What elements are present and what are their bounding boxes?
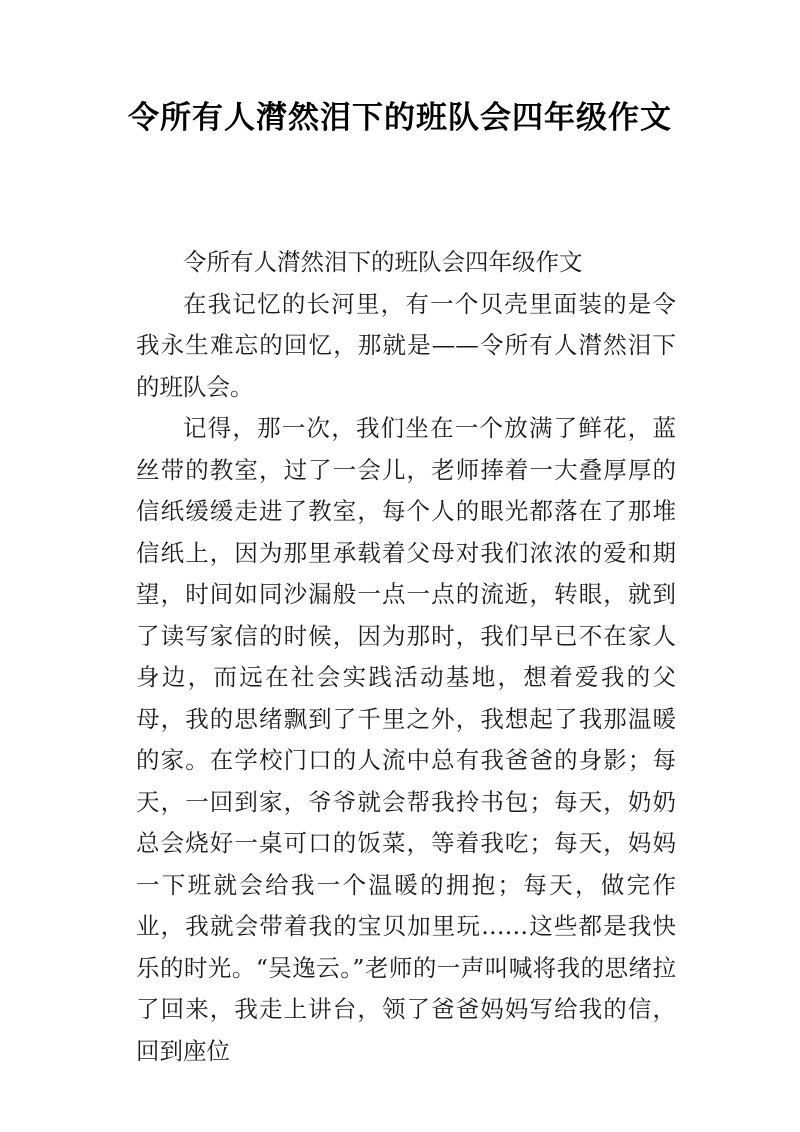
paragraph-subtitle: 令所有人潸然泪下的班队会四年级作文	[183, 248, 583, 276]
paragraph-intro: 在我记忆的长河里，有一个贝壳里面装的是令我永生难忘的回忆，那就是——令所有人潸然泪下的班队会。	[136, 289, 676, 401]
document-body	[136, 242, 676, 1072]
document-title: 令所有人潸然泪下的班队会四年级作文	[128, 100, 672, 136]
paragraph-main: 记得，那一次，我们坐在一个放满了鲜花，蓝丝带的教室，过了一会儿，老师捧着一大叠厚厚的信纸缓缓走进了教室，每个人的眼光都落在了那堆信纸上，因为那里承载着父母对我们浓浓的爱和期望，时间如同沙漏般一点一点的流逝，转眼，就到了读写家信的时候，因为那时，我们早已不在家人身边，而远在社会实践活动基地，想着爱我的父母，我的思绪飘到了千里之外，我想起了我那温暖的家。在学校门口的人流中总有我爸爸的身影；每天，一回到家，爷爷就会帮我拎书包；每天，奶奶总会烧好一桌可口的饭菜，等着我吃；每天，妈妈一下班就会给我一个温暖的拥抱；每天，做完作业，我就会带着我的宝贝加里玩……这些都是我快乐的时光。“吴逸云。”老师的一声叫喊将我的思绪拉了回来，我走上讲台，领了爸爸妈妈写给我的信，回到座位	[136, 414, 676, 1065]
